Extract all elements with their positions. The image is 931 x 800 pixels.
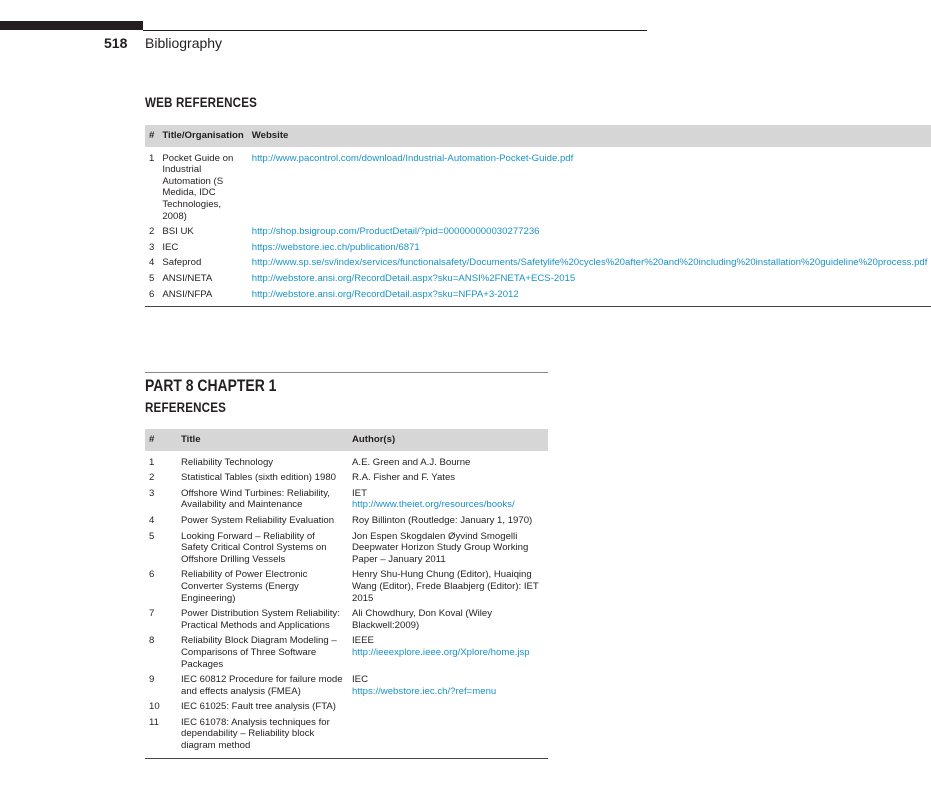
author-text: IEC xyxy=(352,674,368,686)
table-row xyxy=(145,487,548,514)
row-title: Statistical Tables (sixth edition) 1980 xyxy=(181,472,337,484)
row-title: Power Distribution System Reliability: Practical Methods and Applications xyxy=(181,608,340,631)
row-number: 7 xyxy=(149,608,155,620)
website-link[interactable]: http://www.pacontrol.com/download/Industrial-Automation-Pocket-Guide.pdf xyxy=(251,152,574,164)
table-row xyxy=(145,241,931,257)
author-text: A.E. Green and A.J. Bourne xyxy=(352,456,471,468)
running-title: Bibliography xyxy=(145,35,223,51)
author-text: IET xyxy=(352,487,367,499)
row-title: Reliability Block Diagram Modeling – Comparisons of Three Software Packages xyxy=(181,635,337,670)
row-author xyxy=(348,471,548,487)
row-title: Reliability Technology xyxy=(181,456,274,468)
row-number: 10 xyxy=(149,701,160,713)
row-author xyxy=(348,530,548,569)
row-title: ANSI/NFPA xyxy=(162,288,213,300)
column-header: # xyxy=(145,125,158,147)
row-title: BSI UK xyxy=(162,226,194,238)
table-row xyxy=(145,288,931,307)
row-number: 4 xyxy=(149,257,155,269)
row-title: IEC xyxy=(162,241,179,253)
row-number: 4 xyxy=(149,514,155,526)
author-text: Roy Billinton (Routledge: January 1, 1970) xyxy=(352,514,533,526)
row-title: IEC 60812 Procedure for failure mode and effects analysis (FMEA) xyxy=(181,674,343,697)
row-author xyxy=(348,716,548,758)
page-number: 518 xyxy=(104,35,128,51)
row-title: Reliability of Power Electronic Converter Systems (Energy Engineering) xyxy=(181,569,308,604)
row-number: 3 xyxy=(149,241,155,253)
table-row xyxy=(145,716,548,758)
row-number: 2 xyxy=(149,226,155,238)
row-number: 5 xyxy=(149,272,155,284)
table-row xyxy=(145,147,931,226)
author-text: Ali Chowdhury, Don Koval (Wiley Blackwell:2009) xyxy=(352,608,493,631)
table-row xyxy=(145,634,548,673)
row-number: 2 xyxy=(149,472,155,484)
website-link[interactable]: https://webstore.iec.ch/publication/6871 xyxy=(251,241,420,253)
row-number: 1 xyxy=(149,152,155,164)
row-author xyxy=(348,487,548,514)
row-title: IEC 61078: Analysis techniques for dependability – Reliability block diagram method xyxy=(181,716,330,752)
website-link[interactable]: http://www.sp.se/sv/index/services/functionalsafety/Documents/Safetylife%20cycles%20after%20and%20including%20installation%20guideline%20process.pdf xyxy=(251,257,928,269)
website-link[interactable]: http://shop.bsigroup.com/ProductDetail/?pid=000000000030277236 xyxy=(251,226,540,238)
table-row xyxy=(145,272,931,288)
table-row xyxy=(145,225,931,241)
row-title: Looking Forward – Reliability of Safety Critical Control Systems on Offshore Drilling Vessels xyxy=(181,530,327,565)
web-references-table xyxy=(145,125,931,307)
row-number: 6 xyxy=(149,569,155,581)
author-link[interactable]: http://ieeexplore.ieee.org/Xplore/home.jsp xyxy=(352,646,530,658)
author-text: Jon Espen Skogdalen Øyvind Smogelli Deepwater Horizon Study Group Working Paper – January 2011 xyxy=(352,530,529,565)
part-divider xyxy=(145,372,548,373)
header-black-bar xyxy=(0,21,143,30)
row-number: 1 xyxy=(149,456,155,468)
row-title: ANSI/NETA xyxy=(162,272,213,284)
column-header: Title/Organisation xyxy=(158,125,247,147)
table-row xyxy=(145,514,548,530)
table-row xyxy=(145,607,548,634)
row-number: 8 xyxy=(149,635,155,647)
table-header-row xyxy=(145,125,931,147)
table-row xyxy=(145,700,548,716)
table-row xyxy=(145,256,931,272)
row-title: Power System Reliability Evaluation xyxy=(181,514,335,526)
table-row xyxy=(145,568,548,607)
references-heading: REFERENCES xyxy=(145,400,227,415)
row-author xyxy=(348,634,548,673)
author-text: Henry Shu-Hung Chung (Editor), Huaiqing Wang (Editor), Frede Blaabjerg (Editor): IET 2015 xyxy=(352,569,539,604)
column-header: # xyxy=(145,429,177,451)
row-title: Safeprod xyxy=(162,257,202,269)
row-author xyxy=(348,673,548,700)
website-link[interactable]: http://webstore.ansi.org/RecordDetail.aspx?sku=NFPA+3-2012 xyxy=(251,288,519,300)
author-text: IEEE xyxy=(352,635,374,647)
column-header: Author(s) xyxy=(348,429,548,451)
row-title: Pocket Guide on Industrial Automation (S Medida, IDC Technologies, 2008) xyxy=(162,152,234,222)
header-rule xyxy=(143,30,647,31)
row-number: 5 xyxy=(149,530,155,542)
references-table xyxy=(145,429,548,759)
row-title: IEC 61025: Fault tree analysis (FTA) xyxy=(181,701,336,713)
table-row xyxy=(145,530,548,569)
author-text: R.A. Fisher and F. Yates xyxy=(352,472,456,484)
author-link[interactable]: http://www.theiet.org/resources/books/ xyxy=(352,499,515,511)
web-references-heading: WEB REFERENCES xyxy=(145,95,258,110)
column-header: Title xyxy=(177,429,348,451)
row-author xyxy=(348,700,548,716)
website-link[interactable]: http://webstore.ansi.org/RecordDetail.aspx?sku=ANSI%2FNETA+ECS-2015 xyxy=(251,272,576,284)
table-header-row xyxy=(145,429,548,451)
row-number: 9 xyxy=(149,674,155,686)
row-title: Offshore Wind Turbines: Reliability, Availability and Maintenance xyxy=(181,487,330,511)
row-author xyxy=(348,607,548,634)
author-link[interactable]: https://webstore.iec.ch/?ref=menu xyxy=(352,685,497,697)
row-author xyxy=(348,514,548,530)
table-row xyxy=(145,471,548,487)
row-number: 3 xyxy=(149,487,155,499)
column-header: Website xyxy=(248,125,931,147)
row-number: 11 xyxy=(149,716,159,728)
part-heading: PART 8 CHAPTER 1 xyxy=(145,376,277,395)
row-author xyxy=(348,451,548,472)
table-row xyxy=(145,673,548,700)
row-author xyxy=(348,568,548,607)
row-number: 6 xyxy=(149,288,155,300)
table-row xyxy=(145,451,548,472)
